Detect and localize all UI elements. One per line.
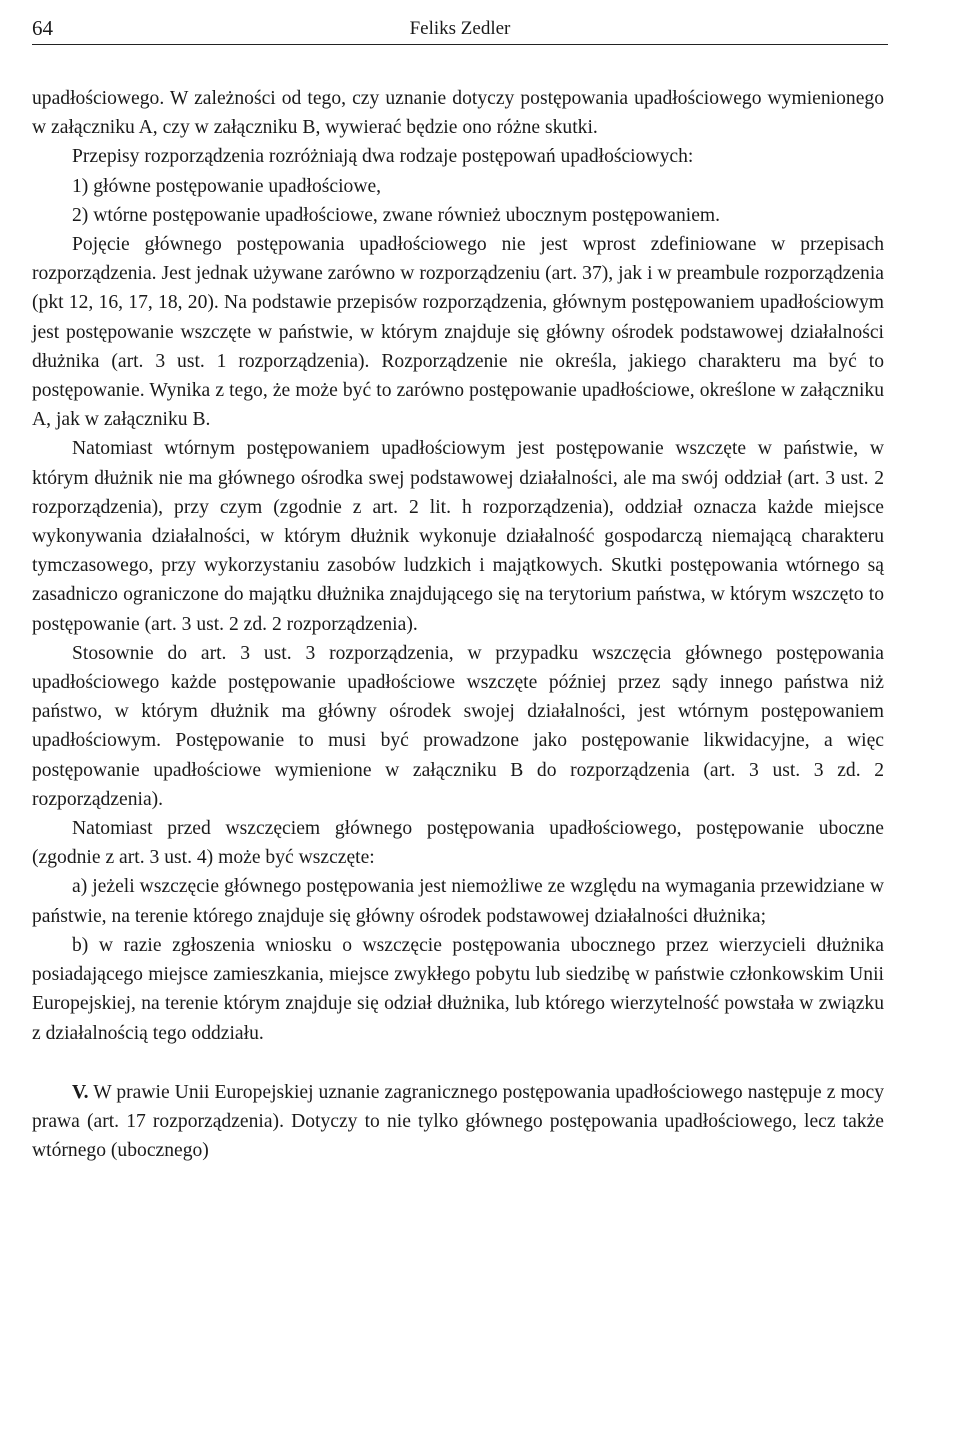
paragraph: Natomiast przed wszczęciem głównego postępowania upadłościowego, postępowanie uboczne (zgodnie z art. 3 ust. 4) może być wszczęte:	[32, 818, 884, 869]
section-number: V.	[72, 1081, 89, 1103]
body-text	[32, 84, 884, 1165]
paragraph: Natomiast wtórnym postępowaniem upadłościowym jest postępowanie wszczęte w państwie, w którym dłużnik nie ma głównego ośrodka swej podstawowej działalności, ale ma swój oddział (art. 3 ust. 2 rozporządzenia), przy czym (zgodnie z art. 2 lit. h rozporządzenia), oddział oznacza każde miejsce wykonywania działalności, w którym dłużnik wykonuje działalność gospodarczą niemającą charakteru tymczasowego, przy wykorzystaniu zasobów ludzkich i majątkowych. Skutki postępowania wtórnego są zasadniczo ograniczone do majątku dłużnika znajdującego się na terytorium państwa, w którym wszczęto to postępowanie (art. 3 ust. 2 zd. 2 rozporządzenia).	[32, 438, 884, 635]
list-item: a) jeżeli wszczęcie głównego postępowania jest niemożliwe ze względu na wymagania przewidziane w państwie, na terenie którego znajduje się główny ośrodek podstawowej działalności dłużnika;	[32, 876, 884, 927]
running-head: Feliks Zedler	[409, 18, 511, 39]
list-item: 2) wtórne postępowanie upadłościowe, zwane również ubocznym postępowaniem.	[72, 204, 721, 226]
paragraph: Pojęcie głównego postępowania upadłościowego nie jest wprost zdefiniowane w przepisach rozporządzenia. Jest jednak używane zarówno w rozporządzeniu (art. 37), jak i w preambule rozporządzenia (pkt 12, 16, 17, 18, 20). Na podstawie przepisów rozporządzenia, głównym postępowaniem upadłościowym jest postępowanie wszczęte w państwie, w którym znajduje się główny ośrodek podstawowej działalności dłużnika (art. 3 ust. 1 rozporządzenia). Rozporządzenie nie określa, jakiego charakteru ma być to postępowanie. Wynika z tego, że może być to zarówno postępowanie upadłościowe, określone w załączniku A, jak w załączniku B.	[32, 234, 884, 431]
section-text: W prawie Unii Europejskiej uznanie zagranicznego postępowania upadłościowego następuje z mocy prawa (art. 17 rozporządzenia). Dotyczy to nie tylko głównego postępowania upadłościowego, lecz także wtórnego (ubocznego)	[32, 1081, 884, 1162]
section-paragraph	[32, 1078, 884, 1166]
page-number: 64	[32, 16, 53, 40]
list-item: 1) główne postępowanie upadłościowe,	[72, 175, 382, 197]
paragraph: upadłościowego. W zależności od tego, czy uznanie dotyczy postępowania upadłościowego wymienionego w załączniku A, czy w załączniku B, wywierać będzie ono różne skutki.	[32, 88, 884, 139]
paragraph: Przepisy rozporządzenia rozróżniają dwa rodzaje postępowań upadłościowych:	[72, 146, 694, 168]
list-item: b) w razie zgłoszenia wniosku o wszczęcie postępowania ubocznego przez wierzycieli dłużnika posiadającego miejsce zamieszkania, miejsce zwykłego pobytu lub siedzibę w państwie członkowskim Unii Europejskiej, na terenie którym znajduje się odział dłużnika, lub którego wierzytelność powstała w związku z działalnością tego oddziału.	[32, 934, 884, 1044]
page-header	[32, 14, 888, 45]
paragraph: Stosownie do art. 3 ust. 3 rozporządzenia, w przypadku wszczęcia głównego postępowania upadłościowego każde postępowanie upadłościowe wszczęte później przez sądy innego państwa niż państwo, w którym dłużnik ma główny ośrodek swojej działalności, jest wtórnym postępowaniem upadłościowym. Postępowanie to musi być prowadzone jako postępowanie likwidacyjne, a więc postępowanie upadłościowe wymienione w załączniku B do rozporządzenia (art. 3 ust. 3 zd. 2 rozporządzenia).	[32, 642, 884, 810]
